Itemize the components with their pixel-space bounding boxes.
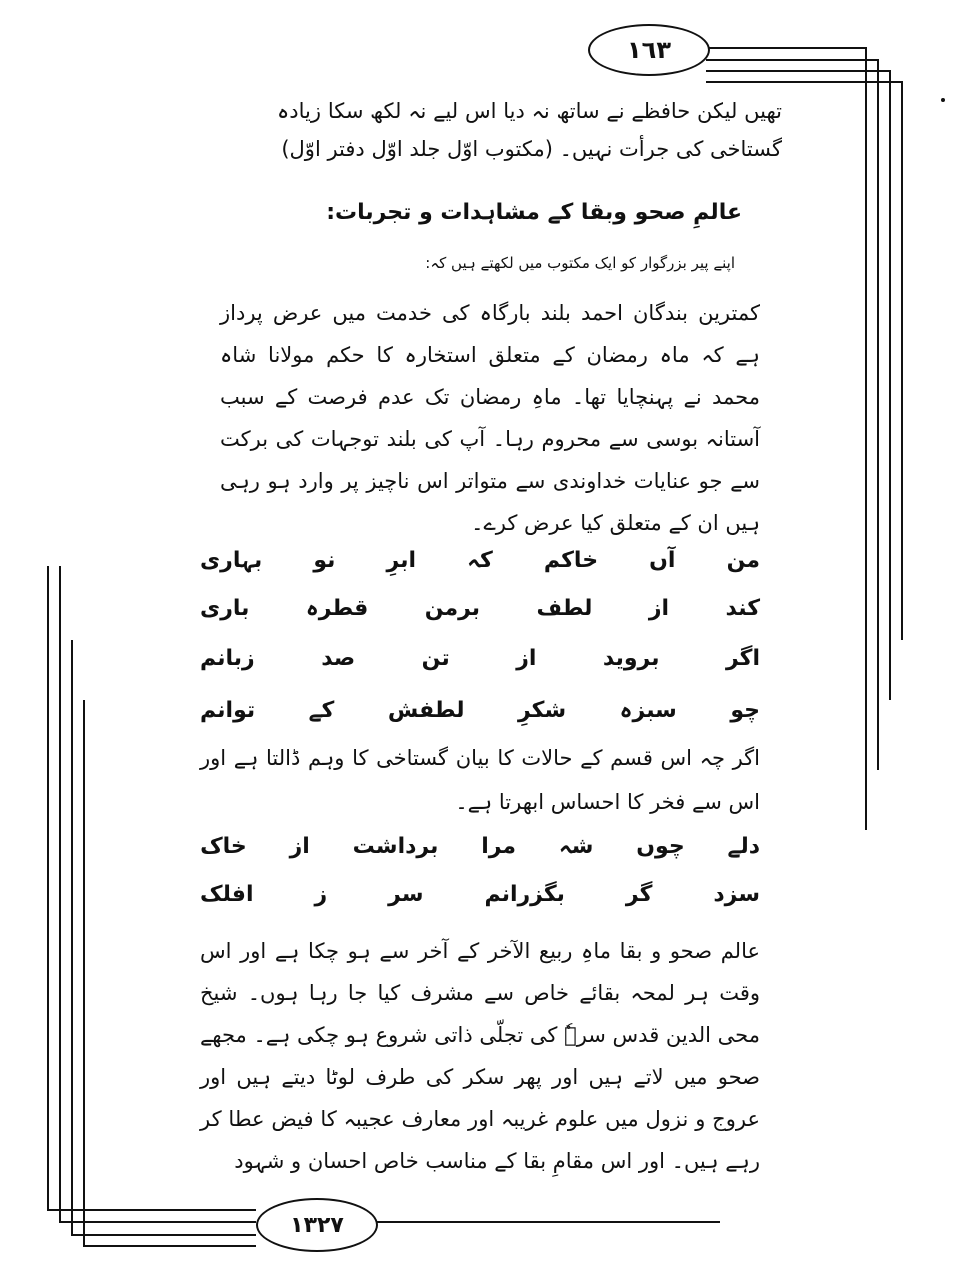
verse-word: نو [313, 547, 336, 573]
verse-word: از [289, 833, 310, 859]
verse-word: قطرہ [305, 595, 369, 621]
section-subline: اپنے پیر بزرگوار کو ایک مکتوب میں لکھتے ہیں کہ: [425, 254, 735, 272]
poem2-line-2 [200, 874, 760, 914]
verse-word: اگر [725, 645, 760, 671]
verse-word: از [648, 595, 670, 621]
verse-word: لطف [536, 595, 593, 621]
poem1-line-2 [200, 588, 760, 628]
verse-word: سر [388, 881, 424, 907]
page-number-bottom-text: ١٣٢٧ [290, 1212, 344, 1238]
verse-word: من [726, 547, 760, 573]
verse-word: ابرِ [386, 547, 417, 573]
poem1-line-1 [200, 540, 760, 580]
verse-word: بروید [602, 645, 660, 671]
closing-paragraph: عالم صحو و بقا ماہِ ربیع الآخر کے آخر سے ہو چکا ہے اور اس وقت ہر لمحہ بقائے خاص سے مشرف کیا جا رہا ہوں۔ شیخ محی الدین قدس سرہٗ کی تجلّی ذاتی شروع ہو چکی ہے۔ مجھے صحو میں لاتے ہیں اور پھر سکر کی طرف لوٹا دیتے ہیں اور عروج و نزول میں علوم غریبہ اور معارف عجیبہ کا فیض عطا کر رہے ہیں۔ اور اس مقامِ بقا کے مناسب خاص احسان و شہود [200, 939, 760, 1173]
intro-paragraph: تھیں لیکن حافظے نے ساتھ نہ دیا اس لیے نہ لکھ سکا زیادہ گستاخی کی جرأت نہیں۔ (مکتوب اوّل جلد اوّل دفتر اوّل) [277, 99, 782, 161]
verse-word: خاکم [543, 547, 599, 573]
verse-word: کند [725, 595, 760, 621]
verse-word: باری [200, 595, 250, 621]
verse-word: بگزرانم [484, 881, 565, 907]
poem1-line-3 [200, 638, 760, 678]
page-number-top [588, 24, 710, 76]
verse-word: بہاری [200, 547, 263, 573]
verse-word: خاک [200, 833, 247, 859]
verse-word: چوں [636, 833, 685, 859]
verse-word: افلک [200, 881, 254, 907]
verse-word: صد [321, 645, 356, 671]
section-heading: عالمِ صحو وبقا کے مشاہدات و تجربات: [326, 200, 742, 225]
verse-word: شکرِ [517, 697, 567, 723]
margin-dot [941, 98, 945, 102]
verse-word: ز [314, 881, 328, 907]
verse-word: سبزہ [619, 697, 677, 723]
middle-paragraph: اگر چہ اس قسم کے حالات کا بیان گستاخی کا وہم ڈالتا ہے اور اس سے فخر کا احساس ابھرتا ہے۔ [200, 746, 760, 814]
verse-word: از [516, 645, 537, 671]
verse-word: کے [308, 697, 335, 723]
verse-word: دلے [727, 833, 760, 859]
page-number-bottom [256, 1198, 378, 1252]
verse-word: مرا [481, 833, 517, 859]
verse-word: تن [421, 645, 450, 671]
verse-word: چو [730, 697, 760, 723]
verse-word: کہ [467, 547, 493, 573]
verse-word: آں [649, 547, 676, 573]
verse-word: سزد [713, 881, 760, 907]
verse-word: زبانم [200, 645, 255, 671]
letter-paragraph: کمترین بندگان احمد بلند بارگاہ کی خدمت میں عرض پرداز ہے کہ ماہ رمضان کے متعلق استخارہ کا حکم مولانا شاہ محمد نے پہنچایا تھا۔ ماہِ رمضان تک عدم فرصت کے سبب آستانہ بوسی سے محروم رہا۔ آپ کی بلند توجہات کی برکت سے جو عنایات خداوندی سے متواتر اس ناچیز پر وارد ہو رہی ہیں ان کے متعلق کیا عرض کرے۔ [220, 301, 760, 535]
poem2-line-1 [200, 826, 760, 866]
verse-word: شہ [558, 833, 594, 859]
verse-word: لطفش [387, 697, 465, 723]
verse-word: برداشت [352, 833, 439, 859]
verse-word: برمن [424, 595, 481, 621]
poem1-line-4 [200, 690, 760, 730]
page-number-top-text: ١٦٣ [627, 36, 671, 64]
verse-word: توانم [200, 697, 256, 723]
verse-word: گر [625, 881, 653, 907]
